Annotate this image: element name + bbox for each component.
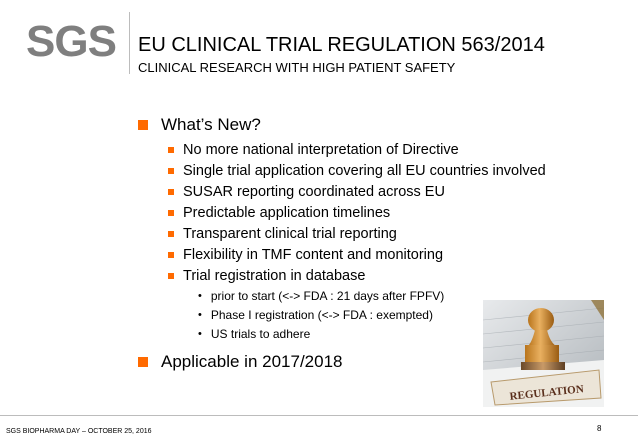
square-bullet-icon <box>168 189 174 195</box>
list-item-text: Flexibility in TMF content and monitoring <box>183 246 444 263</box>
list-item-text: No more national interpretation of Directive <box>183 141 459 158</box>
bullet-whats-new <box>138 114 558 136</box>
square-bullet-icon <box>168 231 174 237</box>
list-item <box>168 139 558 160</box>
bullet-heading: What’s New? <box>161 115 261 134</box>
list-item <box>168 181 558 202</box>
square-bullet-icon <box>168 273 174 279</box>
square-bullet-icon <box>168 147 174 153</box>
square-bullet-icon <box>168 252 174 258</box>
sgs-logo: SGS <box>26 17 116 66</box>
list-item <box>168 160 558 181</box>
sub-list-item-text: prior to start (<-> FDA : 21 days after FPFV) <box>210 288 445 303</box>
list-item <box>168 202 558 223</box>
footer-text: SGS BIOPHARMA DAY – OCTOBER 25, 2016 <box>6 428 152 435</box>
square-bullet-icon <box>168 210 174 216</box>
square-bullet-icon <box>168 168 174 174</box>
dot-bullet-icon: • <box>198 289 202 302</box>
stamp-text: REGULATION <box>509 383 585 403</box>
dot-bullet-icon: • <box>198 327 202 340</box>
header-divider <box>129 12 130 74</box>
list-item <box>168 244 558 265</box>
list-item-text: Transparent clinical trial reporting <box>183 225 397 242</box>
dot-bullet-icon: • <box>198 308 202 321</box>
square-bullet-icon <box>138 120 148 130</box>
list-item <box>168 223 558 244</box>
bullet-heading: Applicable in 2017/2018 <box>161 352 343 371</box>
list-item <box>168 265 558 286</box>
regulation-stamp-illustration <box>483 300 604 407</box>
sub-list-item-text: Phase I registration (<-> FDA : exempted) <box>210 307 433 322</box>
square-bullet-icon <box>138 357 148 367</box>
list-item-text: Predictable application timelines <box>183 204 391 221</box>
list-item-text: Trial registration in database <box>183 267 366 284</box>
list-item-text: Single trial application covering all EU countries involved <box>183 162 546 179</box>
footer-rule <box>0 415 638 416</box>
regulation-stamp-image <box>483 300 604 407</box>
list-item-text: SUSAR reporting coordinated across EU <box>183 183 445 200</box>
sub-list-item-text: US trials to adhere <box>210 326 311 341</box>
slide-subtitle: CLINICAL RESEARCH WITH HIGH PATIENT SAFETY <box>138 60 456 75</box>
page-number: 8 <box>597 424 602 433</box>
slide-title: EU CLINICAL TRIAL REGULATION 563/2014 <box>138 34 545 56</box>
